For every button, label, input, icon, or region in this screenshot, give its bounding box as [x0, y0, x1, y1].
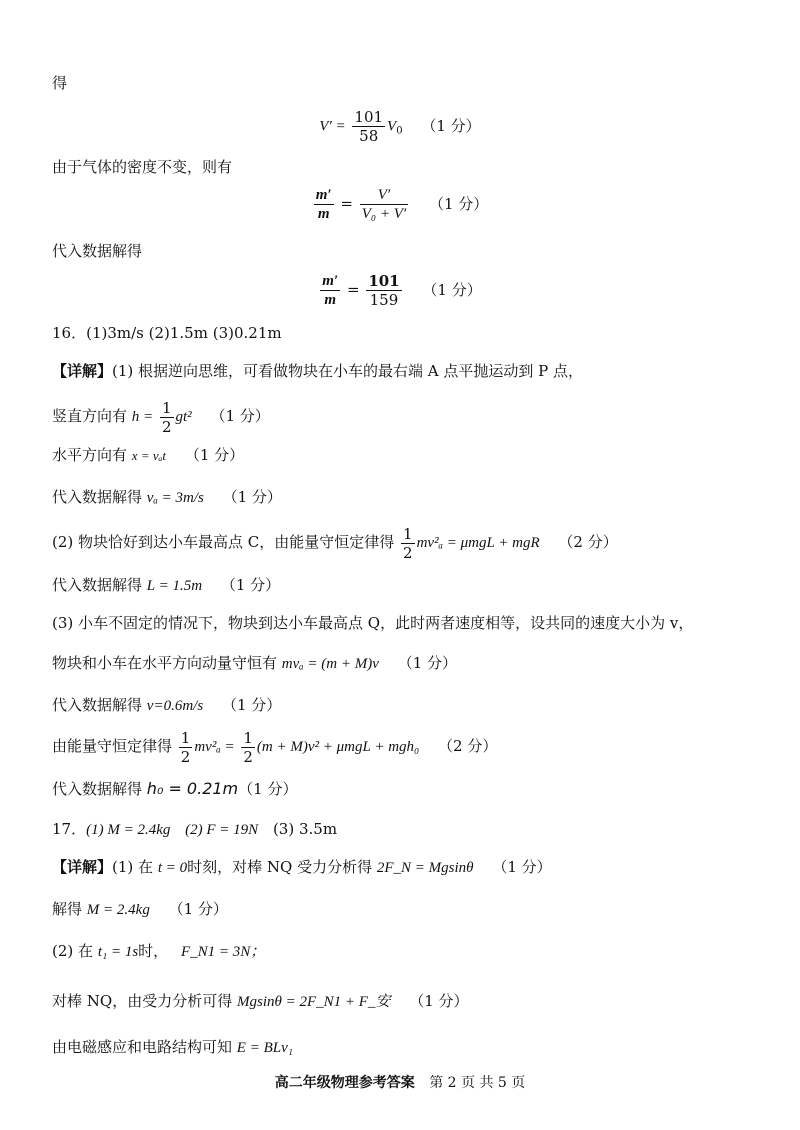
text: 时，: [138, 942, 169, 960]
q16-part3: [52, 612, 693, 634]
t1: t₁ = 1s: [97, 944, 139, 960]
detail-tag: 【详解】: [52, 858, 113, 876]
answer-3: (3) 3.5m: [272, 820, 338, 838]
text: 解得: [52, 900, 83, 918]
page-number: 第 2 页 共 5 页: [429, 1075, 526, 1091]
text: 竖直方向有: [52, 407, 128, 425]
score: （2 分）: [558, 533, 618, 551]
formula: L = 1.5m: [146, 578, 203, 594]
fraction: [352, 108, 385, 145]
score: （1 分）: [184, 446, 245, 464]
numerator: 1: [403, 524, 413, 543]
fraction-half: [401, 525, 415, 562]
q16-va: [52, 486, 282, 509]
text: 得: [52, 74, 68, 92]
denominator: 58: [359, 127, 379, 145]
formula-mid: mv²ₐ =: [194, 739, 235, 755]
score: （1 分）: [492, 858, 552, 876]
text: 代入数据解得: [52, 576, 143, 594]
q16-vertical: [52, 396, 270, 437]
text: (3) 小车不固定的情况下，物块到达小车最高点 Q，此时两者速度相等，设共同的速度大小为 v，: [52, 614, 694, 632]
text: 水平方向有: [52, 446, 128, 464]
fraction-v: [360, 186, 408, 223]
formula: E = BLv₁: [236, 1040, 293, 1056]
score: （1 分）: [397, 654, 457, 672]
score: （1 分）: [422, 280, 482, 299]
q16-L: [52, 574, 280, 597]
score: （2 分）: [438, 737, 498, 755]
text: (2) 在: [52, 942, 94, 960]
formula: v=0.6m/s: [146, 698, 204, 714]
q17-rod: [52, 990, 469, 1013]
formula-vprime: [0, 108, 800, 145]
score: （1 分）: [421, 116, 481, 135]
text: 由于气体的密度不变，则有: [52, 158, 233, 176]
denominator: 2: [243, 747, 253, 766]
v-symbol: V: [387, 118, 397, 135]
text: 代入数据解得: [52, 488, 143, 506]
text: (1) 在: [112, 858, 154, 876]
formula-mass-ratio: $\frac{m'}{m}$ = $\frac{V'}{\text{V₀ + V′}}$ （1 分）: [315, 187, 489, 222]
formula: M = 2.4kg: [86, 902, 150, 918]
lhs: V′ =: [319, 118, 346, 135]
text-sub1: [52, 240, 142, 262]
text: 由能量守恒定律得: [52, 737, 173, 755]
q17-title: [52, 818, 337, 841]
rhs: gt²: [175, 409, 192, 425]
denominator: m: [324, 292, 337, 308]
denominator: 2: [161, 417, 172, 436]
text-density: [52, 156, 232, 178]
q16-h0: [52, 778, 297, 800]
denominator: m: [317, 206, 330, 222]
formula: F_N1 = 3N；: [180, 944, 266, 960]
q17-part2: [52, 940, 265, 963]
subscript: 0: [396, 125, 403, 137]
text: 代入数据解得: [52, 780, 143, 798]
q16-title: [52, 322, 282, 344]
formula: vₐ = 3m/s: [146, 490, 204, 506]
q16-v: [52, 694, 281, 717]
formula: mvₐ = (m + M)v: [281, 656, 379, 672]
formula-tail: (m + M)v² + μmgL + mgh₀: [256, 739, 420, 755]
number: 17．: [52, 820, 87, 838]
denominator: 159: [369, 291, 399, 309]
q16-momentum: [52, 652, 457, 675]
text-de: [52, 72, 67, 94]
text: (2) 物块恰好到达小车最高点 C，由能量守恒定律得: [52, 533, 395, 551]
fraction-half: [160, 399, 174, 436]
score: （1 分）: [221, 696, 282, 714]
q17-part1: [52, 856, 552, 879]
numerator: m′: [315, 187, 332, 203]
answer-2: (2) F = 19N: [185, 822, 259, 838]
numerator: m′: [322, 273, 339, 289]
score: （1 分）: [409, 992, 469, 1010]
formula: h₀ = 0.21m: [146, 779, 239, 798]
score: （1 分）: [220, 576, 281, 594]
q16-detail: [52, 360, 583, 382]
q17-emf: [52, 1036, 293, 1059]
score: （1 分）: [168, 900, 228, 918]
numerator: V′: [360, 186, 408, 205]
formula-mass-ratio-value: $\frac{m'}{m}$ = $\frac{101}{159}$ （1 分）: [322, 272, 482, 309]
denominator: 2: [403, 543, 413, 562]
numerator: 1: [243, 728, 253, 747]
fraction-m: [314, 186, 334, 223]
fraction-value: [366, 272, 401, 309]
text: 物块和小车在水平方向动量守恒有: [52, 654, 278, 672]
formula: mv²ₐ = μmgL + mgR: [416, 535, 540, 551]
score: （1 分）: [222, 488, 282, 506]
text: 代入数据解得: [52, 242, 143, 260]
numerator: 101: [368, 272, 400, 290]
fraction-m: [320, 272, 340, 309]
formula: 2F_N = Mgsinθ: [376, 860, 474, 876]
numerator: 101: [354, 108, 384, 126]
t0: t = 0: [157, 860, 188, 876]
text: 16．(1)3m/s (2)1.5m (3)0.21m: [52, 324, 282, 342]
denominator: V₀ + V′: [361, 206, 407, 222]
score: （1 分）: [428, 194, 489, 213]
page-footer: [0, 1072, 800, 1092]
text: (1) 根据逆向思维，可看做物块在小车的最右端 A 点平抛运动到 P 点，: [112, 362, 584, 380]
q16-part2: [52, 522, 618, 563]
formula: Mgsinθ = 2F_N1 + F_安: [236, 994, 391, 1010]
numerator: 1: [161, 398, 172, 417]
score: （1 分）: [238, 780, 298, 798]
fraction-half: [179, 729, 193, 766]
q16-energy: [52, 726, 497, 767]
formula: x = vₐt: [131, 448, 167, 463]
q16-horizontal: [52, 444, 244, 467]
denominator: 2: [180, 747, 191, 766]
fraction-half: [241, 729, 255, 766]
text: 由电磁感应和电路结构可知: [52, 1038, 233, 1056]
text: 对棒 NQ，由受力分析可得: [52, 992, 233, 1010]
answer-1: (1) M = 2.4kg: [86, 822, 171, 838]
text: 时刻，对棒 NQ 受力分析得: [187, 858, 373, 876]
lhs: h =: [131, 409, 154, 425]
score: （1 分）: [210, 407, 270, 425]
q17-M: [52, 898, 228, 921]
detail-tag: 【详解】: [52, 362, 113, 380]
text: 代入数据解得: [52, 696, 143, 714]
numerator: 1: [180, 728, 191, 747]
footer-title: 高二年级物理参考答案: [274, 1075, 415, 1091]
